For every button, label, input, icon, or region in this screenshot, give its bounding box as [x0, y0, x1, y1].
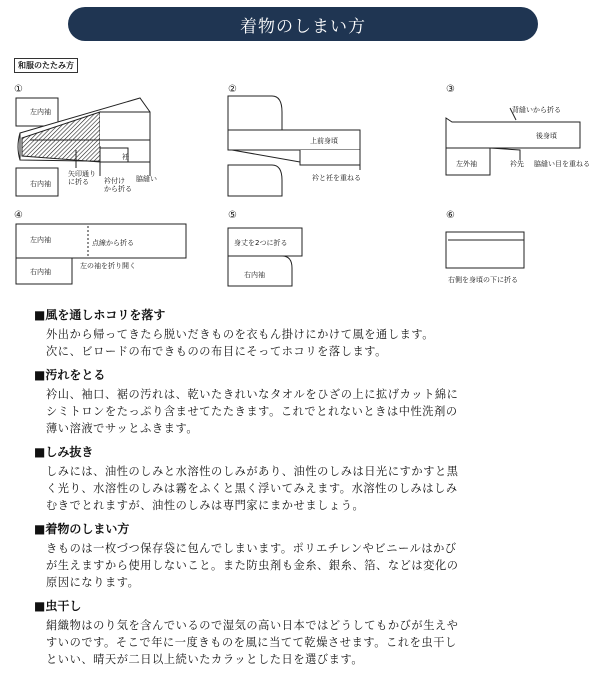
step-5-mitake: 身丈を2つに折る: [234, 239, 288, 247]
step-4-hiraku: 左の袖を折り開く: [80, 262, 136, 270]
section-storage: [34, 520, 574, 591]
folding-label: 和服のたたみ方: [14, 58, 78, 73]
section-airing: [34, 597, 574, 668]
step-4-left-inner: 左内袖: [30, 236, 51, 244]
section-body: きものは一枚づつ保存袋に包んでしまいます。ポリエチレンやビニールはかび が生えますから使用しないこと。また防虫剤も金糸、銀糸、箔、などは変化の 原因になります。: [46, 542, 459, 589]
step-4-number: ④: [14, 210, 23, 221]
step-1-eri: 衿付けから折る: [104, 177, 132, 193]
section-spot-removal: [34, 443, 574, 514]
section-body: 衿山、袖口、裾の汚れは、乾いたきれいなタオルをひざの上に拡げカット綿に シミトロンをたっぷり含ませてたたきます。これでとれないときは中性洗剤の 薄い溶液でサッとふきます。: [46, 388, 459, 435]
section-ventilation: [34, 306, 574, 360]
care-instructions: [34, 306, 574, 674]
section-stain-removal: [34, 366, 574, 437]
step-3-wakinui-kasane: 脇縫い目を重ねる: [534, 160, 590, 168]
step-3-senui: 背縫いから折る: [512, 106, 561, 114]
section-heading: ■虫干し: [34, 599, 82, 613]
step-1-number: ①: [14, 84, 23, 95]
step-4-tensen: 点線から折る: [92, 239, 134, 247]
section-heading: ■着物のしまい方: [34, 522, 130, 536]
step-1-right-inner: 右内袖: [30, 180, 51, 188]
step-2-okumi-kasane: 衿と衽を重ねる: [312, 174, 361, 182]
step-1-okumi: 衽: [122, 153, 129, 161]
step-2-number: ②: [228, 84, 237, 95]
step-1-left-inner: 左内袖: [30, 108, 51, 116]
step-4-right-inner: 右内袖: [30, 268, 51, 276]
step-6-number: ⑥: [446, 210, 455, 221]
step-2-kamimaemi: 上前身頃: [310, 137, 338, 145]
step-5-number: ⑤: [228, 210, 237, 221]
step-3-left-outer: 左外袖: [456, 160, 477, 168]
section-body: 絹織物はのり気を含んでいるので湿気の高い日本ではどうしてもかびが生えや すいのです。そこで年に一度きものを風に当てて乾燥させます。これを虫干し といい、晴天が二日以上続いたカラッとした日を選びます。: [46, 619, 459, 666]
section-heading: ■風を通しホコリを落す: [34, 308, 166, 322]
section-heading: ■汚れをとる: [34, 368, 106, 382]
step-5-right-inner: 右内袖: [244, 271, 265, 279]
step-3-ushiromi: 後身頃: [536, 132, 557, 140]
section-body: 外出から帰ってきたら脱いだきものを衣もん掛けにかけて風を通します。 次に、ビロードの布できものの布目にそってホコリを落します。: [46, 328, 435, 358]
step-1-wakinui: 脇縫い: [136, 175, 157, 183]
step-3-number: ③: [446, 84, 455, 95]
section-heading: ■しみ抜き: [34, 445, 94, 459]
step-1-yasaki: 矢印通りに折る: [68, 170, 96, 186]
page-title: 着物のしまい方: [68, 7, 538, 41]
section-body: しみには、油性のしみと水溶性のしみがあり、油性のしみは日光にすかすと黒 く光り、水溶性のしみは霧をふくと黒く浮いてみえます。水溶性のしみはしみ むきでとれますが、油性のしみは専門家にまかせましょう。: [46, 465, 459, 512]
folding-diagram: [0, 0, 600, 300]
step-3-eri-saki: 衿先: [510, 160, 524, 168]
step-6-shita: 右側を身頃の下に折る: [448, 276, 518, 284]
